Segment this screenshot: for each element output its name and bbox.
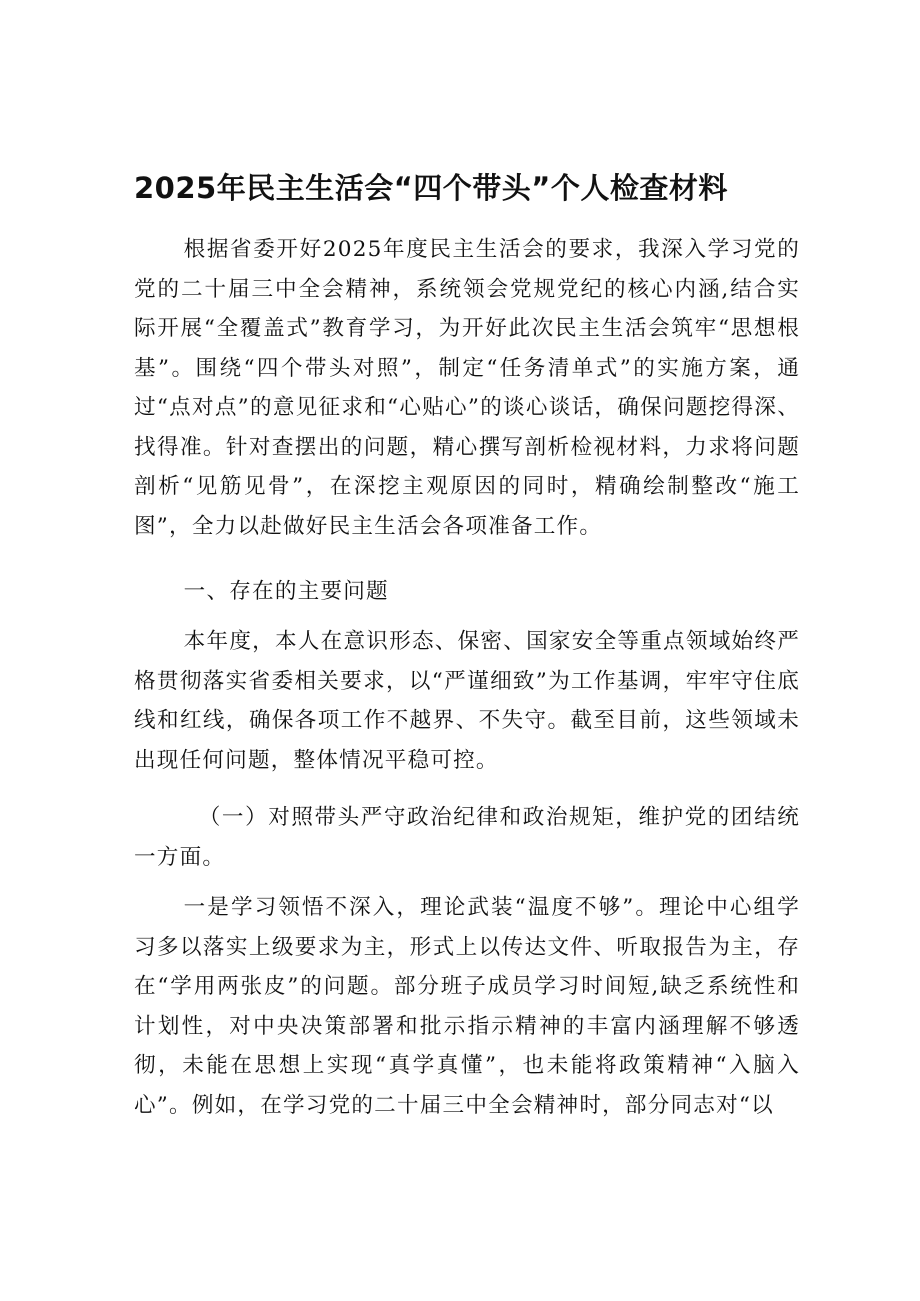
key-areas-paragraph: 本年度，本人在意识形态、保密、国家安全等重点领域始终严格贯彻落实省委相关要求，以“严谨细致”为工作基调，牢牢守住底线和红线，确保各项工作不越界、不失守。截至目前，这些领域未出现任何问题，整体情况平稳可控。 xyxy=(134,629,800,773)
intro-paragraph: 根据省委开好2025年度民主生活会的要求，我深入学习党的党的二十届三中全会精神，系统领会党规党纪的核心内涵,结合实际开展“全覆盖式”教育学习，为开好此次民主生活会筑牢“思想根基”。围绕“四个带头对照”，制定“任务清单式”的实施方案，通过“点对点”的意见征求和“心贴心”的谈心谈话，确保问题挖得深、找得准。针对查摆出的问题，精心撰写剖析检视材料，力求将问题剖析“见筋见骨”，在深挖主观原因的同时，精确绘制整改“施工图”，全力以赴做好民主生活会各项准备工作。 xyxy=(134,237,800,539)
problem-one-paragraph: 一是学习领悟不深入，理论武装“温度不够”。理论中心组学习多以落实上级要求为主，形式上以传达文件、听取报告为主，存在“学用两张皮”的问题。部分班子成员学习时间短,缺乏系统性和计划性，对中央决策部署和批示指示精神的丰富内涵理解不够透彻，未能在思想上实现“真学真懂”，也未能将政策精神“入脑入心”。例如，在学习党的二十届三中全会精神时，部分同志对“以 xyxy=(134,895,800,1118)
section-heading-main-problems: 一、存在的主要问题 xyxy=(183,579,389,604)
document-title: 2025年民主生活会“四个带头”个人检查材料 xyxy=(134,171,728,205)
document-page xyxy=(134,0,800,1301)
subsection-heading-political-discipline: （一）对照带头严守政治纪律和政治规矩，维护党的团结统一方面。 xyxy=(134,805,800,870)
